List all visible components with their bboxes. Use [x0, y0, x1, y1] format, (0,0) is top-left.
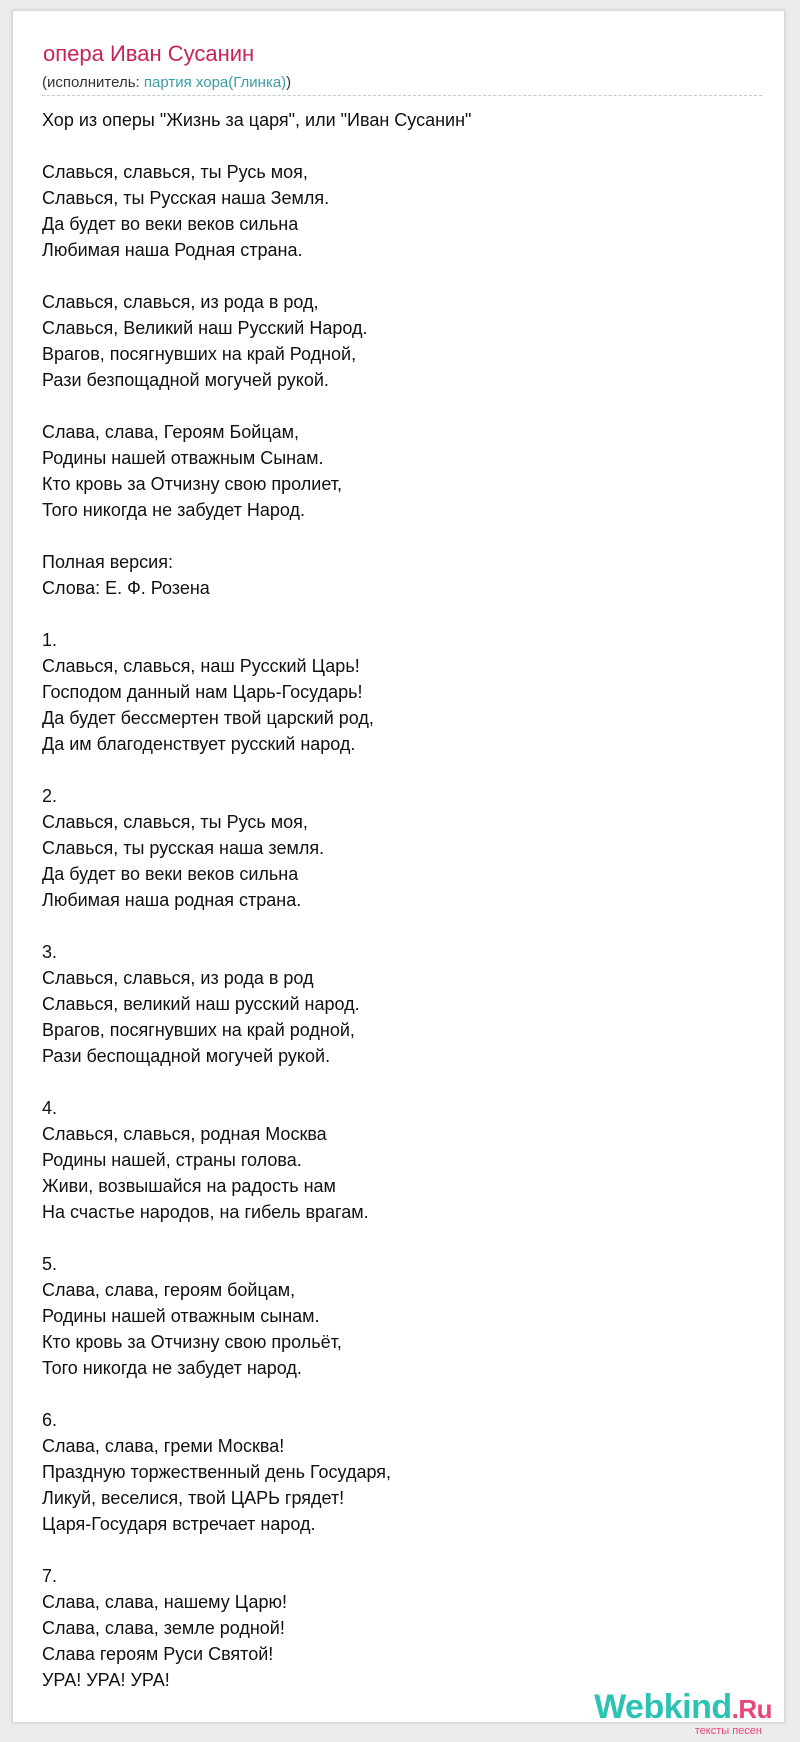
logo-tld: .Ru: [731, 1694, 772, 1724]
performer-link[interactable]: партия хора(Глинка): [143, 74, 287, 91]
logo-tagline: тексты песен: [694, 1725, 762, 1737]
site-logo[interactable]: [572, 1688, 772, 1737]
song-title: опера Иван Сусанин: [43, 41, 255, 66]
performer-suffix: ): [286, 74, 292, 91]
logo-brand: Webkind: [594, 1688, 732, 1726]
performer-prefix: (исполнитель:: [42, 74, 144, 91]
divider: [42, 95, 762, 96]
performer-line: [42, 74, 291, 91]
logo-wordmark: [594, 1688, 772, 1727]
lyrics-card: [12, 10, 785, 1723]
lyrics-text: Хор из оперы "Жизнь за царя", или "Иван Сусанин" Славься, славься, ты Русь моя, Славься, ты Русская наша Земля. Да будет во веки веков сильна Любимая наша Родная страна. Славься, славься, из рода в род, Славься, Великий наш Русский Народ. Врагов, посягнувших на край Родной, Рази безпощадной могучей рукой. Слава, слава, Героям Бойцам, Родины нашей отважным Сынам. Кто кровь за Отчизну свою пролиет, Того никогда не забудет Народ. Полная версия: Слова: Е. Ф. Розена 1. Славься, славься, наш Русский Царь! Господом данный нам Царь-Государь! Да будет бессмертен твой царский род, Да им благоденствует русский народ. 2. Славься, славься, ты Русь моя, Славься, ты русская наша земля. Да будет во веки веков сильна Любимая наша родная страна. 3. Славься, славься, из рода в род Славься, великий наш русский народ. Врагов, посягнувших на край родной, Рази беспощадной могучей рукой. 4. Славься, славься, родная Москва Родины нашей, страны голова. Живи, возвышайся на радость нам На счастье народов, на гибель врагам. 5. Слава, слава, героям бойцам, Родины нашей отважным сынам. Кто кровь за Отчизну свою прольёт, Того никогда не забудет народ. 6. Слава, слава, греми Москва! Праздную торжественный день Государя, Ликуй, веселися, твой ЦАРЬ грядет! Царя-Государя встречает народ. 7. Слава, слава, нашему Царю! Слава, слава, земле родной! Слава героям Руси Святой! УРА! УРА! УРА!: [42, 110, 472, 1690]
